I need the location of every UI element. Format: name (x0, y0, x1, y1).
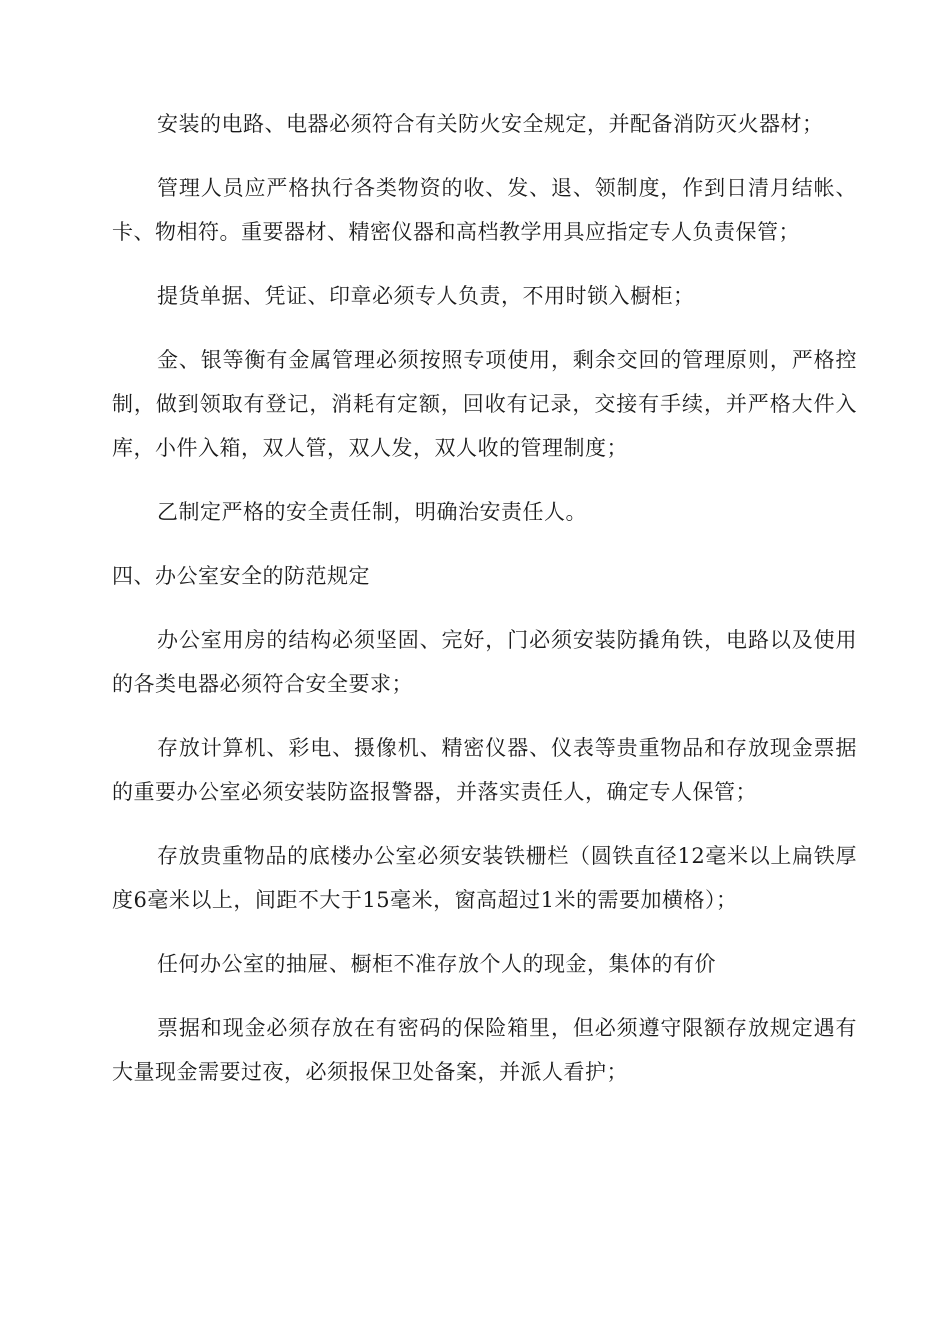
paragraph-valuables-alarm: 存放计算机、彩电、摄像机、精密仪器、仪表等贵重物品和存放现金票据的重要办公室必须安装防盗报警器，并落实责任人，确定专人保管； (112, 736, 857, 804)
section-heading: 四、办公室安全的防范规定 (112, 564, 370, 588)
paragraph-precious-metals: 金、银等衡有金属管理必须按照专项使用，剩余交回的管理原则，严格控制，做到领取有登记，消耗有定额，回收有记录，交接有手续，并严格大件入库，小件入箱，双人管，双人发，双人收的管理制度； (112, 348, 857, 460)
document-body (112, 102, 857, 1114)
paragraph-safe-storage: 票据和现金必须存放在有密码的保险箱里，但必须遵守限额存放规定遇有大量现金需要过夜，必须报保卫处备案，并派人看护； (112, 1016, 857, 1084)
paragraph-responsibility-system: 乙制定严格的安全责任制，明确治安责任人。 (157, 500, 587, 524)
paragraph-office-structure: 办公室用房的结构必须坚固、完好，门必须安装防撬角铁，电路以及使用的各类电器必须符合安全要求； (112, 628, 857, 696)
paragraph-electrical-safety: 安装的电路、电器必须符合有关防火安全规定，并配备消防灭火器材； (157, 112, 824, 136)
paragraph-documents-seals: 提货单据、凭证、印章必须专人负责，不用时锁入橱柜； (157, 284, 695, 308)
paragraph-material-management: 管理人员应严格执行各类物资的收、发、退、领制度，作到日清月结帐、卡、物相符。重要器材、精密仪器和高档教学用具应指定专人负责保管； (112, 176, 857, 244)
paragraph-drawers-cabinets: 任何办公室的抽屉、橱柜不准存放个人的现金，集体的有价 (157, 952, 716, 976)
paragraph-iron-bars: 存放贵重物品的底楼办公室必须安装铁栅栏（圆铁直径12毫米以上扁铁厚度6毫米以上，间距不大于15毫米，窗高超过1米的需要加横格）； (112, 844, 857, 912)
